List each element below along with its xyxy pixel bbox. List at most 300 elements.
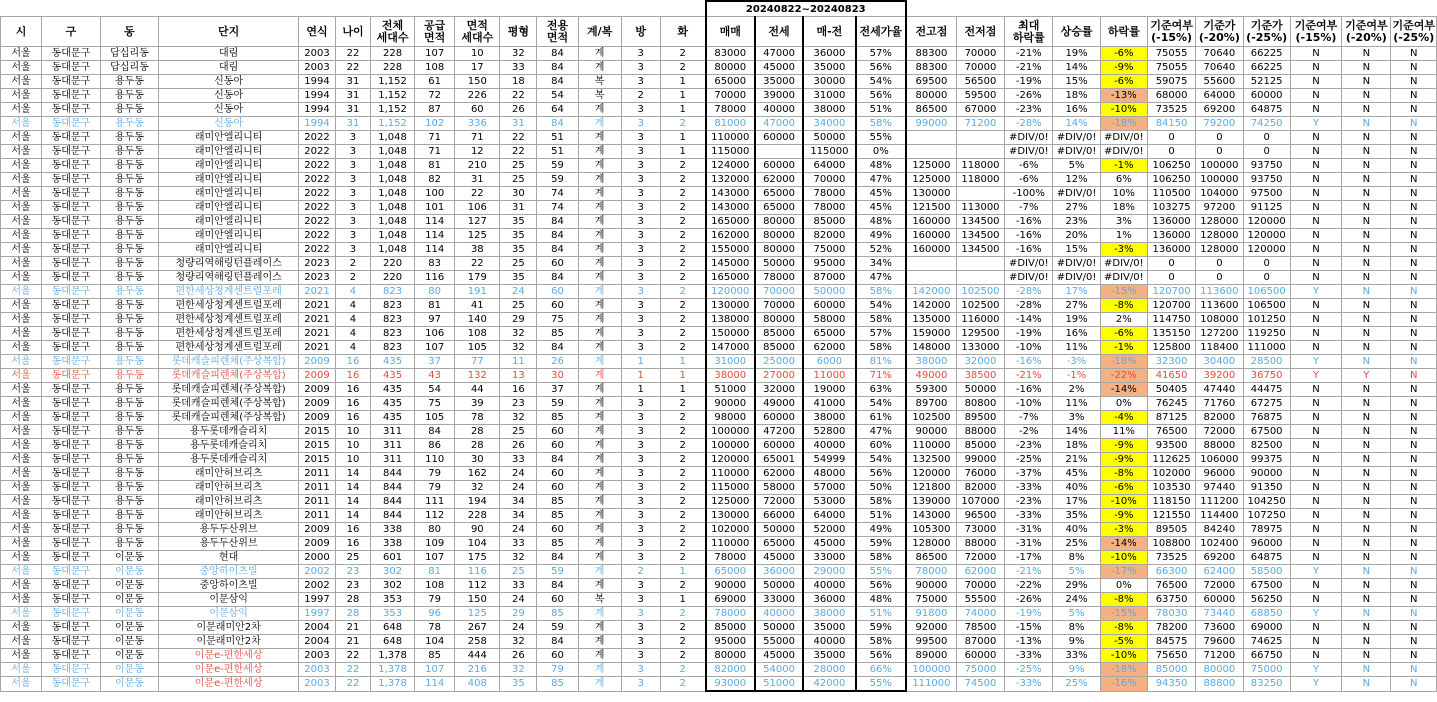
table-cell[interactable]: 118000 xyxy=(956,173,1004,187)
table-cell[interactable]: 2 xyxy=(660,453,705,467)
table-cell[interactable]: N xyxy=(1391,663,1437,677)
table-cell[interactable]: N xyxy=(1391,649,1437,663)
table-cell[interactable]: 81 xyxy=(415,159,455,173)
table-cell[interactable]: 5% xyxy=(1053,607,1100,621)
table-cell[interactable]: 용두동 xyxy=(100,145,159,159)
table-cell[interactable]: 45000 xyxy=(803,537,855,551)
table-cell[interactable]: 125 xyxy=(455,229,500,243)
table-cell[interactable]: -33% xyxy=(1005,481,1053,495)
table-cell[interactable]: 175 xyxy=(455,551,500,565)
table-cell[interactable]: 계 xyxy=(578,61,621,75)
table-cell[interactable]: N xyxy=(1391,131,1437,145)
table-cell[interactable]: 35000 xyxy=(803,649,855,663)
table-cell[interactable]: 서울 xyxy=(1,313,42,327)
table-cell[interactable]: 95000 xyxy=(803,257,855,271)
table-cell[interactable]: 계 xyxy=(578,453,621,467)
table-cell[interactable]: 3 xyxy=(621,551,660,565)
table-cell[interactable]: 2 xyxy=(660,173,705,187)
table-cell[interactable]: 동대문구 xyxy=(42,313,101,327)
table-cell[interactable]: N xyxy=(1391,299,1437,313)
table-cell[interactable]: N xyxy=(1391,495,1437,509)
table-cell[interactable]: Y xyxy=(1290,663,1341,677)
table-cell[interactable]: 85000 xyxy=(755,327,803,341)
table-cell[interactable]: 계 xyxy=(578,201,621,215)
table-cell[interactable]: 72000 xyxy=(1196,579,1243,593)
column-header[interactable]: 상승률 xyxy=(1053,17,1100,47)
table-cell[interactable]: 35000 xyxy=(803,621,855,635)
table-cell[interactable]: 0 xyxy=(1243,257,1290,271)
table-cell[interactable]: 60000 xyxy=(755,439,803,453)
table-cell[interactable]: -16% xyxy=(1100,677,1147,692)
table-cell[interactable]: 60000 xyxy=(956,649,1004,663)
table-cell[interactable]: 서울 xyxy=(1,117,42,131)
table-cell[interactable]: 110500 xyxy=(1147,187,1195,201)
table-cell[interactable]: 65000 xyxy=(755,187,803,201)
table-cell[interactable]: 136000 xyxy=(1147,229,1195,243)
table-cell[interactable]: 1,048 xyxy=(370,215,414,229)
table-cell[interactable]: #DIV/0! xyxy=(1053,271,1100,285)
table-cell[interactable]: 1,378 xyxy=(370,649,414,663)
table-cell[interactable]: -22% xyxy=(1005,579,1053,593)
table-cell[interactable]: 27% xyxy=(1053,299,1100,313)
table-cell[interactable]: 22 xyxy=(455,187,500,201)
table-cell[interactable]: 55500 xyxy=(956,593,1004,607)
table-cell[interactable]: 1,048 xyxy=(370,187,414,201)
table-cell[interactable]: 79 xyxy=(415,593,455,607)
table-cell[interactable]: 142000 xyxy=(906,299,956,313)
table-cell[interactable]: N xyxy=(1290,593,1341,607)
table-cell[interactable]: 2011 xyxy=(299,481,336,495)
table-cell[interactable]: 롯데캐슬피렌체(주상복합) xyxy=(159,397,299,411)
table-cell[interactable]: 계 xyxy=(578,47,621,61)
table-cell[interactable]: N xyxy=(1342,425,1391,439)
table-cell[interactable]: 102 xyxy=(415,117,455,131)
table-cell[interactable]: 1 xyxy=(621,383,660,397)
table-cell[interactable]: 6000 xyxy=(803,355,855,369)
table-cell[interactable]: 계 xyxy=(578,145,621,159)
table-cell[interactable]: N xyxy=(1391,425,1437,439)
table-cell[interactable]: N xyxy=(1391,383,1437,397)
table-cell[interactable]: 102400 xyxy=(1196,537,1243,551)
table-cell[interactable]: 408 xyxy=(455,677,500,692)
table-cell[interactable]: 338 xyxy=(370,523,414,537)
table-cell[interactable]: 6% xyxy=(1100,173,1147,187)
table-cell[interactable]: 동대문구 xyxy=(42,369,101,383)
table-cell[interactable]: 844 xyxy=(370,467,414,481)
table-cell[interactable]: 127 xyxy=(455,215,500,229)
table-cell[interactable]: 55% xyxy=(856,565,906,579)
table-cell[interactable]: 160000 xyxy=(906,243,956,257)
table-cell[interactable]: 60000 xyxy=(1243,89,1290,103)
table-cell[interactable]: 75000 xyxy=(956,663,1004,677)
table-cell[interactable]: 0 xyxy=(1196,271,1243,285)
table-cell[interactable]: 125800 xyxy=(1147,341,1195,355)
table-cell[interactable]: 106 xyxy=(415,327,455,341)
table-cell[interactable]: 71% xyxy=(856,369,906,383)
table-cell[interactable]: N xyxy=(1342,173,1391,187)
table-cell[interactable]: -28% xyxy=(1005,299,1053,313)
table-cell[interactable]: 165000 xyxy=(706,271,755,285)
table-cell[interactable]: 72000 xyxy=(1196,425,1243,439)
table-cell[interactable]: -10% xyxy=(1005,397,1053,411)
table-cell[interactable]: 353 xyxy=(370,607,414,621)
table-cell[interactable]: 52000 xyxy=(803,523,855,537)
table-cell[interactable]: 동대문구 xyxy=(42,481,101,495)
table-cell[interactable]: 114400 xyxy=(1196,509,1243,523)
table-cell[interactable]: 124000 xyxy=(706,159,755,173)
table-cell[interactable]: 435 xyxy=(370,369,414,383)
table-cell[interactable]: N xyxy=(1391,243,1437,257)
table-cell[interactable]: N xyxy=(1391,341,1437,355)
table-cell[interactable]: 롯데캐슬피렌체(주상복합) xyxy=(159,369,299,383)
table-cell[interactable]: -9% xyxy=(1100,61,1147,75)
table-cell[interactable]: 60000 xyxy=(755,159,803,173)
table-cell[interactable]: N xyxy=(1290,173,1341,187)
table-cell[interactable]: -13% xyxy=(1005,635,1053,649)
table-cell[interactable]: 226 xyxy=(455,89,500,103)
table-cell[interactable]: Y xyxy=(1290,565,1341,579)
table-cell[interactable]: 75 xyxy=(537,313,578,327)
table-cell[interactable]: 1 xyxy=(660,75,705,89)
table-cell[interactable]: 58% xyxy=(856,495,906,509)
table-cell[interactable]: 신동아 xyxy=(159,75,299,89)
table-cell[interactable]: 98000 xyxy=(706,411,755,425)
table-cell[interactable]: 3 xyxy=(621,425,660,439)
table-cell[interactable]: 1994 xyxy=(299,103,336,117)
table-cell[interactable]: N xyxy=(1342,383,1391,397)
table-cell[interactable]: 서울 xyxy=(1,579,42,593)
table-cell[interactable]: 45% xyxy=(1053,467,1100,481)
table-cell[interactable]: 동대문구 xyxy=(42,61,101,75)
table-cell[interactable]: 47% xyxy=(856,271,906,285)
table-cell[interactable]: 58000 xyxy=(755,481,803,495)
table-cell[interactable]: 91800 xyxy=(906,607,956,621)
table-cell[interactable]: -26% xyxy=(1005,593,1053,607)
table-cell[interactable]: 51% xyxy=(856,607,906,621)
table-cell[interactable]: 56% xyxy=(856,579,906,593)
table-cell[interactable]: 22 xyxy=(336,649,371,663)
table-cell[interactable]: N xyxy=(1290,271,1341,285)
table-cell[interactable]: 100 xyxy=(415,187,455,201)
table-cell[interactable]: 2 xyxy=(660,271,705,285)
table-cell[interactable]: 서울 xyxy=(1,509,42,523)
table-cell[interactable]: 54 xyxy=(537,89,578,103)
table-cell[interactable]: 38 xyxy=(455,243,500,257)
table-cell[interactable]: 78000 xyxy=(906,565,956,579)
table-cell[interactable]: 55600 xyxy=(1196,75,1243,89)
table-cell[interactable]: 2 xyxy=(660,411,705,425)
table-cell[interactable]: 97200 xyxy=(1196,201,1243,215)
table-cell[interactable]: 70640 xyxy=(1196,61,1243,75)
table-cell[interactable]: 70000 xyxy=(755,285,803,299)
column-header[interactable]: 화 xyxy=(660,17,705,47)
table-cell[interactable]: 19% xyxy=(1053,47,1100,61)
table-cell[interactable]: 서울 xyxy=(1,159,42,173)
table-cell[interactable]: 이문동 xyxy=(100,565,159,579)
table-cell[interactable]: 56% xyxy=(856,467,906,481)
table-cell[interactable]: 동대문구 xyxy=(42,47,101,61)
table-cell[interactable]: 25 xyxy=(336,551,371,565)
table-cell[interactable]: 41000 xyxy=(803,397,855,411)
table-cell[interactable]: N xyxy=(1391,285,1437,299)
table-cell[interactable]: 133000 xyxy=(956,341,1004,355)
table-cell[interactable]: 12% xyxy=(1053,173,1100,187)
table-cell[interactable]: -14% xyxy=(1005,313,1053,327)
table-cell[interactable]: 용두동 xyxy=(100,439,159,453)
table-cell[interactable]: 41650 xyxy=(1147,369,1195,383)
table-cell[interactable]: N xyxy=(1391,523,1437,537)
column-header[interactable]: 전세가율 xyxy=(856,17,906,47)
table-cell[interactable]: 32000 xyxy=(956,355,1004,369)
table-cell[interactable]: -16% xyxy=(1005,383,1053,397)
table-cell[interactable]: 50405 xyxy=(1147,383,1195,397)
table-cell[interactable]: 2011 xyxy=(299,509,336,523)
table-cell[interactable]: 59 xyxy=(537,565,578,579)
table-cell[interactable]: 311 xyxy=(370,453,414,467)
table-cell[interactable]: 서울 xyxy=(1,271,42,285)
table-cell[interactable]: 45000 xyxy=(755,551,803,565)
table-cell[interactable]: 112625 xyxy=(1147,453,1195,467)
table-cell[interactable]: 59% xyxy=(856,621,906,635)
table-cell[interactable]: 50000 xyxy=(803,285,855,299)
table-cell[interactable]: 80 xyxy=(415,523,455,537)
table-cell[interactable]: 3 xyxy=(621,481,660,495)
table-cell[interactable]: 용두동 xyxy=(100,103,159,117)
column-header[interactable]: 전고점 xyxy=(906,17,956,47)
column-header[interactable]: 기준여부 (-15%) xyxy=(1147,17,1195,47)
table-cell[interactable]: N xyxy=(1342,285,1391,299)
table-cell[interactable]: -6% xyxy=(1005,173,1053,187)
table-cell[interactable]: 120700 xyxy=(1147,285,1195,299)
table-cell[interactable]: 84 xyxy=(537,75,578,89)
table-cell[interactable]: 11000 xyxy=(803,369,855,383)
table-cell[interactable]: 동대문구 xyxy=(42,523,101,537)
table-cell[interactable]: 106500 xyxy=(1243,299,1290,313)
table-cell[interactable]: 40000 xyxy=(755,103,803,117)
table-cell[interactable]: 서울 xyxy=(1,243,42,257)
table-cell[interactable]: 49% xyxy=(856,523,906,537)
table-cell[interactable]: 1 xyxy=(660,131,705,145)
table-cell[interactable]: 2 xyxy=(660,635,705,649)
table-cell[interactable]: 88000 xyxy=(956,537,1004,551)
table-cell[interactable]: N xyxy=(1342,439,1391,453)
table-cell[interactable]: 80 xyxy=(415,285,455,299)
table-cell[interactable]: 93750 xyxy=(1243,173,1290,187)
table-cell[interactable]: 13 xyxy=(500,369,537,383)
table-cell[interactable]: 105 xyxy=(415,411,455,425)
table-cell[interactable] xyxy=(906,271,956,285)
table-cell[interactable]: 70640 xyxy=(1196,47,1243,61)
table-cell[interactable]: 58% xyxy=(856,635,906,649)
table-cell[interactable]: 대림 xyxy=(159,61,299,75)
table-cell[interactable]: 78 xyxy=(415,621,455,635)
table-cell[interactable]: -25% xyxy=(1005,453,1053,467)
table-cell[interactable]: N xyxy=(1391,369,1437,383)
table-cell[interactable]: 29% xyxy=(1053,579,1100,593)
table-cell[interactable]: 57% xyxy=(856,327,906,341)
table-cell[interactable]: 60 xyxy=(537,439,578,453)
table-cell[interactable]: 0 xyxy=(1243,145,1290,159)
table-cell[interactable]: 서울 xyxy=(1,397,42,411)
table-cell[interactable]: 72000 xyxy=(956,551,1004,565)
table-cell[interactable]: -18% xyxy=(1100,117,1147,131)
table-cell[interactable]: 54999 xyxy=(803,453,855,467)
table-cell[interactable]: 신동아 xyxy=(159,117,299,131)
table-cell[interactable]: 4 xyxy=(336,285,371,299)
table-cell[interactable]: 동대문구 xyxy=(42,327,101,341)
table-cell[interactable]: 64 xyxy=(537,103,578,117)
table-cell[interactable]: 83250 xyxy=(1243,677,1290,692)
table-cell[interactable]: 38000 xyxy=(906,355,956,369)
table-cell[interactable]: N xyxy=(1342,257,1391,271)
table-cell[interactable]: 140 xyxy=(455,313,500,327)
table-cell[interactable]: N xyxy=(1391,467,1437,481)
table-cell[interactable]: 래미안허브리츠 xyxy=(159,509,299,523)
table-cell[interactable]: 9% xyxy=(1053,663,1100,677)
table-cell[interactable]: 15% xyxy=(1053,75,1100,89)
table-cell[interactable]: 10 xyxy=(336,439,371,453)
table-cell[interactable]: 120000 xyxy=(1243,215,1290,229)
table-cell[interactable]: 2003 xyxy=(299,663,336,677)
table-cell[interactable]: N xyxy=(1290,243,1341,257)
table-cell[interactable]: 150000 xyxy=(706,327,755,341)
table-cell[interactable]: 8% xyxy=(1053,551,1100,565)
table-cell[interactable]: N xyxy=(1391,397,1437,411)
table-cell[interactable]: 60 xyxy=(537,593,578,607)
table-cell[interactable]: 22 xyxy=(336,663,371,677)
table-cell[interactable]: -23% xyxy=(1005,439,1053,453)
table-cell[interactable]: N xyxy=(1391,75,1437,89)
table-cell[interactable]: 62000 xyxy=(755,467,803,481)
table-cell[interactable]: 60 xyxy=(537,523,578,537)
table-cell[interactable]: 99500 xyxy=(906,635,956,649)
table-cell[interactable]: 1997 xyxy=(299,593,336,607)
table-cell[interactable]: 23% xyxy=(1053,215,1100,229)
table-cell[interactable]: 계 xyxy=(578,537,621,551)
table-cell[interactable]: 106500 xyxy=(1243,285,1290,299)
column-header[interactable]: 최대 하락률 xyxy=(1005,17,1053,47)
table-cell[interactable]: 85000 xyxy=(803,215,855,229)
table-cell[interactable]: 84 xyxy=(537,341,578,355)
table-cell[interactable]: N xyxy=(1391,103,1437,117)
table-cell[interactable]: 31 xyxy=(336,117,371,131)
table-cell[interactable]: 52% xyxy=(856,243,906,257)
table-cell[interactable]: 55% xyxy=(856,677,906,692)
table-cell[interactable]: 18% xyxy=(1053,89,1100,103)
table-cell[interactable]: 서울 xyxy=(1,551,42,565)
table-cell[interactable]: 47440 xyxy=(1196,383,1243,397)
table-cell[interactable]: 120000 xyxy=(906,467,956,481)
table-cell[interactable]: N xyxy=(1342,635,1391,649)
table-cell[interactable]: 2 xyxy=(660,117,705,131)
table-cell[interactable]: 59300 xyxy=(906,383,956,397)
table-cell[interactable]: 53000 xyxy=(803,495,855,509)
table-cell[interactable]: 1994 xyxy=(299,89,336,103)
table-cell[interactable]: 128000 xyxy=(1196,229,1243,243)
table-cell[interactable]: -6% xyxy=(1100,327,1147,341)
table-cell[interactable]: N xyxy=(1290,579,1341,593)
table-cell[interactable]: 127200 xyxy=(1196,327,1243,341)
table-cell[interactable]: 54 xyxy=(415,383,455,397)
table-cell[interactable]: 33 xyxy=(500,579,537,593)
table-cell[interactable]: 96000 xyxy=(1243,537,1290,551)
table-cell[interactable]: 145000 xyxy=(706,257,755,271)
table-cell[interactable]: 27% xyxy=(1053,201,1100,215)
table-cell[interactable]: 90000 xyxy=(706,579,755,593)
table-cell[interactable]: 계 xyxy=(578,607,621,621)
table-cell[interactable]: 1,048 xyxy=(370,201,414,215)
table-cell[interactable]: 22 xyxy=(336,61,371,75)
table-cell[interactable]: N xyxy=(1290,61,1341,75)
table-cell[interactable]: 58500 xyxy=(1243,565,1290,579)
table-cell[interactable]: 편한세상청계센트럴포레 xyxy=(159,341,299,355)
table-cell[interactable] xyxy=(906,131,956,145)
table-cell[interactable]: 54% xyxy=(856,75,906,89)
table-cell[interactable]: 16 xyxy=(500,383,537,397)
table-cell[interactable]: 35% xyxy=(1053,509,1100,523)
table-cell[interactable]: 3 xyxy=(336,201,371,215)
table-cell[interactable] xyxy=(755,145,803,159)
table-cell[interactable]: 84 xyxy=(537,229,578,243)
table-cell[interactable]: 동대문구 xyxy=(42,173,101,187)
table-cell[interactable]: 57000 xyxy=(803,481,855,495)
table-cell[interactable]: 80000 xyxy=(706,649,755,663)
table-cell[interactable]: -18% xyxy=(1100,355,1147,369)
table-cell[interactable]: N xyxy=(1290,425,1341,439)
table-cell[interactable]: 40000 xyxy=(803,439,855,453)
table-cell[interactable]: 용두동 xyxy=(100,355,159,369)
table-cell[interactable]: 2003 xyxy=(299,677,336,692)
table-cell[interactable]: 이문동 xyxy=(100,677,159,692)
table-cell[interactable]: 용두동 xyxy=(100,285,159,299)
table-cell[interactable]: 60000 xyxy=(803,299,855,313)
table-cell[interactable]: 2015 xyxy=(299,439,336,453)
table-cell[interactable]: 100000 xyxy=(906,663,956,677)
table-cell[interactable]: N xyxy=(1342,663,1391,677)
table-cell[interactable]: N xyxy=(1290,327,1341,341)
table-cell[interactable]: 래미안엘리니티 xyxy=(159,159,299,173)
table-cell[interactable]: 45000 xyxy=(755,649,803,663)
table-cell[interactable]: 76500 xyxy=(1147,579,1195,593)
table-cell[interactable]: 34 xyxy=(500,509,537,523)
table-cell[interactable]: 16 xyxy=(336,411,371,425)
table-cell[interactable]: 48% xyxy=(856,159,906,173)
table-cell[interactable]: 302 xyxy=(370,579,414,593)
table-cell[interactable]: 24 xyxy=(500,285,537,299)
table-cell[interactable]: 서울 xyxy=(1,621,42,635)
table-cell[interactable]: 125000 xyxy=(906,173,956,187)
table-cell[interactable]: 89500 xyxy=(956,411,1004,425)
table-cell[interactable]: 67275 xyxy=(1243,397,1290,411)
table-cell[interactable]: 16 xyxy=(336,523,371,537)
table-cell[interactable]: 래미안엘리니티 xyxy=(159,201,299,215)
table-cell[interactable]: 2003 xyxy=(299,649,336,663)
table-cell[interactable]: 69000 xyxy=(706,593,755,607)
table-cell[interactable]: 17% xyxy=(1053,495,1100,509)
table-cell[interactable]: 228 xyxy=(455,509,500,523)
table-cell[interactable]: 69500 xyxy=(906,75,956,89)
table-cell[interactable]: 20% xyxy=(1053,229,1100,243)
table-cell[interactable]: -8% xyxy=(1100,593,1147,607)
table-cell[interactable]: 40% xyxy=(1053,481,1100,495)
table-cell[interactable]: 116 xyxy=(415,271,455,285)
table-cell[interactable]: 10% xyxy=(1100,187,1147,201)
table-cell[interactable]: 80800 xyxy=(956,397,1004,411)
table-cell[interactable]: 78000 xyxy=(706,607,755,621)
table-cell[interactable]: 96000 xyxy=(1196,467,1243,481)
table-cell[interactable]: 114 xyxy=(415,677,455,692)
table-cell[interactable]: 25 xyxy=(500,425,537,439)
